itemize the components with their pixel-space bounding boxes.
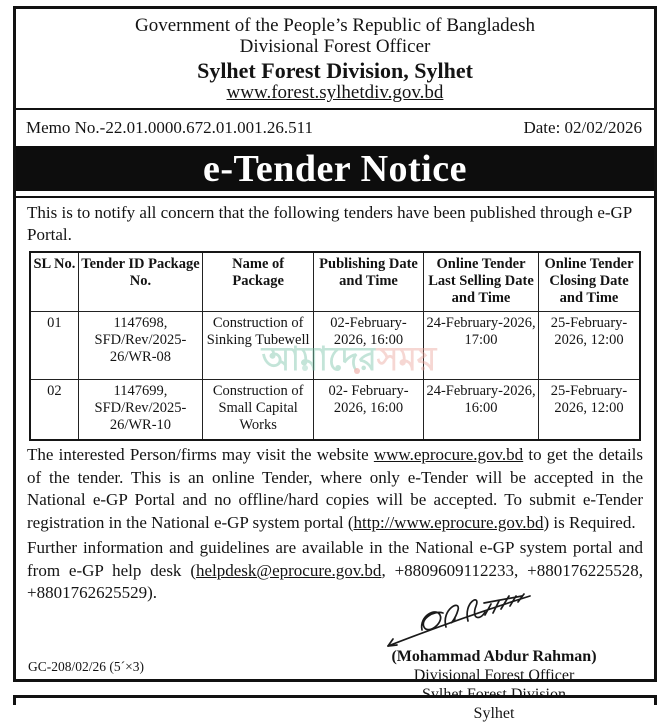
table-cell: 02-February-2026, 16:00 [314, 311, 424, 379]
table-cell: Construction of Sinking Tubewell [203, 311, 314, 379]
office-line: Divisional Forest Officer [239, 36, 431, 58]
signatory-block [366, 648, 622, 724]
table-cell: 24-February-2026, 17:00 [423, 311, 538, 379]
handwritten-signature [384, 590, 534, 652]
table-cell: 02- February-2026, 16:00 [314, 379, 424, 440]
government-line: Government of the People’s Republic of Bangladesh [135, 15, 535, 36]
banner-title: e-Tender Notice [203, 147, 467, 190]
signatory-name: (Mohammad Abdur Rahman) [391, 648, 597, 666]
notice-body [16, 198, 654, 724]
text-segment: to get the details of the tender. This is an online Tender, where only e-Tender will be accepted in the National e-GP Portal and no offline/hard copies will be accepted. To submit e-Tender registration in the National e-GP system portal ( [27, 445, 643, 532]
table-cell: 24-February-2026, 16:00 [423, 379, 538, 440]
table-cell: 25-February-2026, 12:00 [539, 311, 640, 379]
memo-date: Date: 02/02/2026 [523, 118, 642, 138]
print-code: GC-208/02/26 (5´×3) [28, 659, 144, 674]
table-cell: 25-February-2026, 12:00 [539, 379, 640, 440]
next-notice-partial-border [13, 695, 657, 705]
table-cell: 02 [30, 379, 78, 440]
intro-paragraph: This is to notify all concern that the following tenders have been published through e-GP Portal. [27, 203, 632, 245]
table-cell: 01 [30, 311, 78, 379]
table-cell: 1147698, SFD/Rev/2025-26/WR-08 [78, 311, 202, 379]
signatory-designation: Divisional Forest Officer [413, 667, 575, 685]
table-header-cell: Publishing Date and Time [314, 252, 424, 312]
notice-border-box [13, 6, 657, 723]
e-tender-notice-banner [16, 146, 654, 191]
table-header-row [30, 252, 640, 312]
website-url: www.forest.sylhetdiv.gov.bd [226, 82, 444, 104]
text-segment: ) is Required. [543, 512, 636, 532]
inline-link-text: http://www.eprocure.gov.bd [353, 512, 544, 532]
inline-link-text: helpdesk@eprocure.gov.bd [195, 560, 382, 580]
table-row [30, 379, 640, 440]
banner-divider [16, 191, 654, 198]
division-title: Sylhet Forest Division, Sylhet [197, 57, 473, 83]
text-segment: The interested Person/firms may visit the website [27, 445, 374, 465]
table-cell: 1147699, SFD/Rev/2025-26/WR-10 [78, 379, 202, 440]
table-row [30, 311, 640, 379]
memo-number: Memo No.-22.01.0000.672.01.001.26.511 [26, 118, 313, 138]
signatory-location: Sylhet [473, 705, 515, 723]
tender-table [29, 251, 641, 442]
table-header-cell: Online Tender Last Selling Date and Time [423, 252, 538, 312]
table-header-cell: Name of Package [203, 252, 314, 312]
watermark-part1: আমাদের [261, 342, 377, 378]
table-body [30, 311, 640, 440]
text-segment: Further information and guidelines are available in the National e-GP system portal and from e-GP help desk ( [27, 538, 643, 580]
letterhead [16, 9, 654, 110]
table-header-cell: Online Tender Closing Date and Time [539, 252, 640, 312]
table-header-cell: SL No. [30, 252, 78, 312]
inline-link-text: www.eprocure.gov.bd [373, 445, 524, 465]
table-cell: Construction of Small Capital Works [203, 379, 314, 440]
watermark-part2: সময় [376, 342, 437, 378]
details-paragraph [27, 444, 643, 534]
text-segment: , +8809609112233, +880176225528, +8801762625529). [27, 560, 643, 603]
table-header-cell: Tender ID Package No. [78, 252, 202, 312]
memo-row [16, 110, 654, 146]
